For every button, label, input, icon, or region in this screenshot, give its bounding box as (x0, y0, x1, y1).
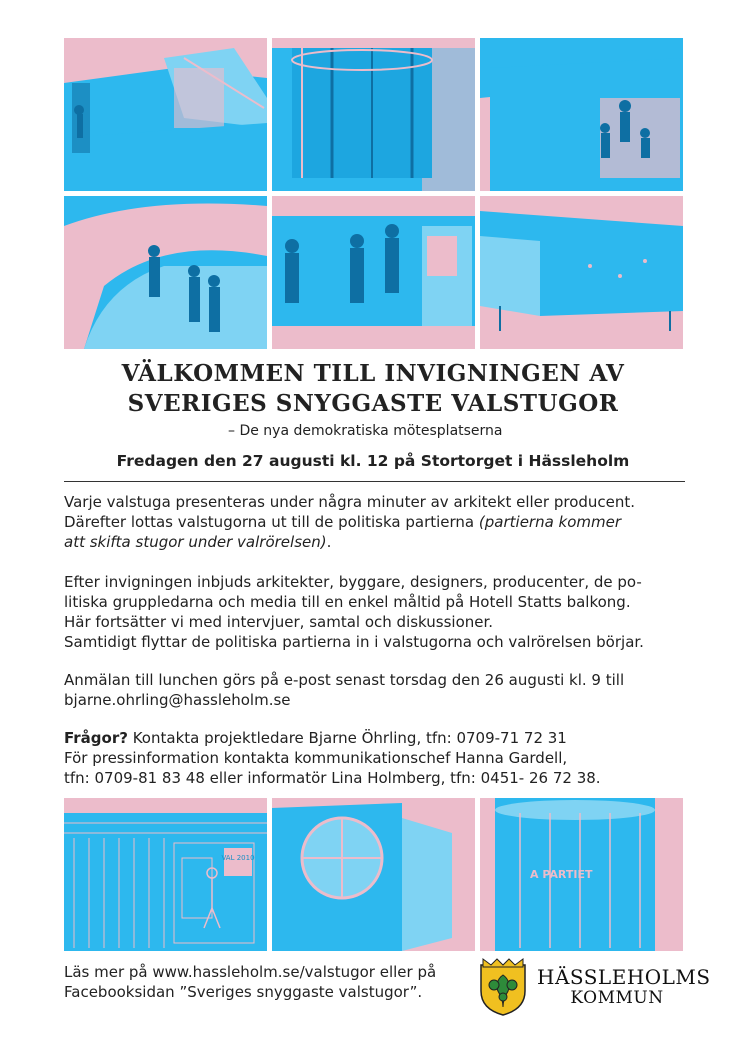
email-link[interactable]: bjarne.ohrling@hassleholm.se (64, 691, 291, 709)
footer-info (64, 962, 436, 1002)
footer-line-2: Facebooksidan ”Sveriges snyggaste valstugor”. (64, 983, 423, 1001)
photo-cube-with-people (480, 38, 683, 191)
sketch-wooden-hut (64, 798, 267, 951)
text-line: att skifta stugor under valrörelsen). (64, 533, 332, 551)
event-dateline: Fredagen den 27 augusti kl. 12 på Stortorget i Hässleholm (116, 452, 630, 470)
sketch-sign-text: VAL 2010 (221, 854, 255, 862)
logo-line-1: HÄSSLEHOLMS (537, 965, 711, 989)
text-line: Därefter lottas valstugorna ut till de politiska partierna (partierna kommer (64, 513, 622, 531)
heading-line-2: SVERIGES SNYGGASTE VALSTUGOR (127, 390, 619, 417)
text-line: tfn: 0709-81 83 48 eller informatör Lina Holmberg, tfn: 0451- 26 72 38. (64, 769, 601, 787)
photo-round-window-cabin (272, 798, 475, 951)
footer-line-1: Läs mer på www.hassleholm.se/valstugor eller på (64, 963, 437, 981)
municipality-crest-icon (477, 957, 529, 1017)
text-line: litiska gruppledarna och media till en enkel måltid på Hotell Statts balkong. (64, 593, 631, 611)
photo-glass-cylinder-parti (480, 798, 683, 951)
photo-box-on-legs (480, 196, 683, 349)
paragraph-lunch (64, 572, 694, 652)
paragraph-presentation (64, 492, 694, 552)
heading-line-1: VÄLKOMMEN TILL INVIGNINGEN AV (121, 360, 625, 387)
text-line: Varje valstuga presenteras under några minuter av arkitekt eller producent. (64, 493, 636, 511)
municipality-logo-text (537, 965, 711, 1008)
text-line: Samtidigt flyttar de politiska partierna in i valstugorna och valrörelsen börjar. (64, 633, 644, 651)
paragraph-contact (64, 728, 694, 788)
photo-gallery-people (272, 196, 475, 349)
paragraph-registration (64, 670, 694, 710)
subtitle: – De nya demokratiska mötesplatserna (228, 423, 503, 439)
text-line: Frågor? Kontakta projektledare Bjarne Öhrling, tfn: 0709-71 72 31 (64, 729, 567, 747)
photo-glass-cylinder (272, 38, 475, 191)
questions-label: Frågor? (64, 729, 128, 747)
parti-sign-text: A PARTIET (530, 868, 593, 881)
text-line: Anmälan till lunchen görs på e-post senast torsdag den 26 augusti kl. 9 till (64, 671, 625, 689)
text-line: För pressinformation kontakta kommunikationschef Hanna Gardell, (64, 749, 568, 767)
logo-line-2: KOMMUN (570, 988, 664, 1008)
divider (64, 481, 685, 482)
photo-curved-wall-people (64, 196, 267, 349)
photo-greenhouse-interior (64, 38, 267, 191)
text-line: Här fortsätter vi med intervjuer, samtal och diskussioner. (64, 613, 494, 631)
text-line: Efter invigningen inbjuds arkitekter, byggare, designers, producenter, de po- (64, 573, 642, 591)
